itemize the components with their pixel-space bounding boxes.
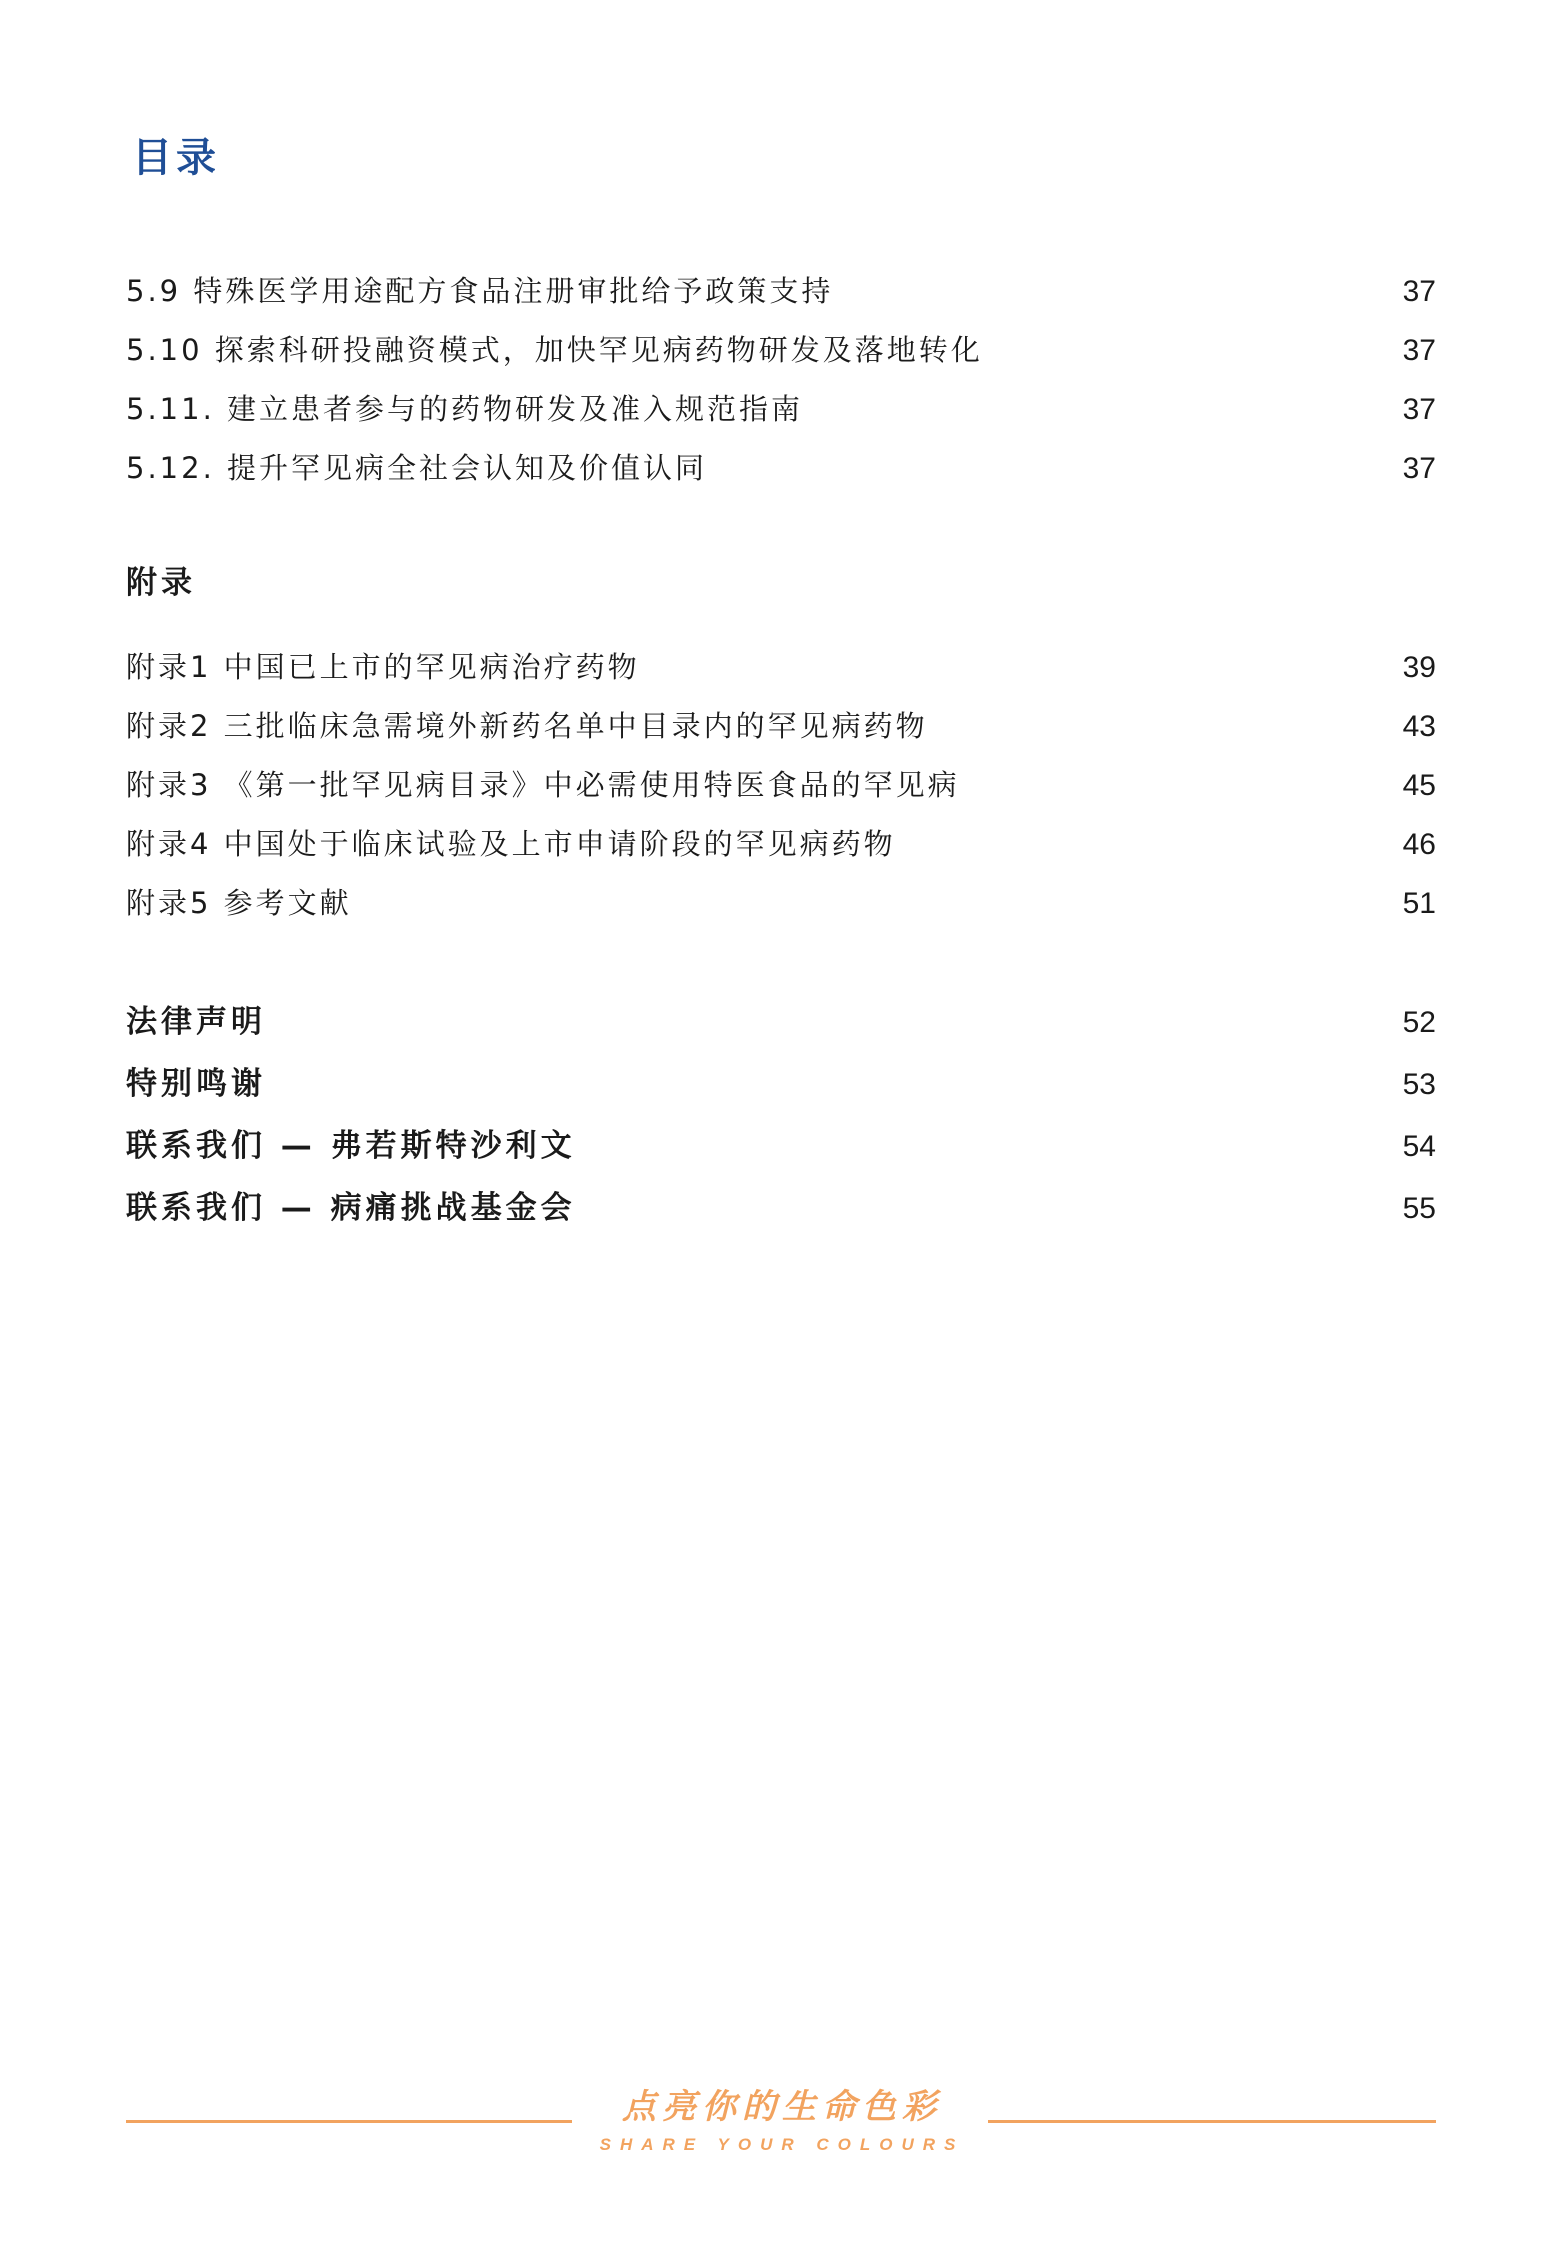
appendix-entry-page: 43 xyxy=(1402,710,1436,743)
closing-entry-label: 特别鸣谢 xyxy=(126,1066,266,1102)
footer-slogan: 点亮你的生命色彩 xyxy=(622,2087,942,2127)
closing-entry-page: 54 xyxy=(1402,1130,1436,1163)
closing-entry[interactable] xyxy=(126,1128,1436,1164)
toc-entry-label: 5.10 探索科研投融资模式，加快罕见病药物研发及落地转化 xyxy=(126,333,983,367)
appendix-entry[interactable] xyxy=(126,709,1436,743)
appendix-entry-label: 附录2 三批临床急需境外新药名单中目录内的罕见病药物 xyxy=(126,709,928,743)
toc-entry-page: 37 xyxy=(1402,275,1436,308)
appendix-entry[interactable] xyxy=(126,827,1436,861)
appendix-entry-label: 附录5 参考文献 xyxy=(126,886,352,920)
footer xyxy=(126,2087,1436,2170)
closing-entry-page: 53 xyxy=(1402,1068,1436,1101)
toc-entry[interactable] xyxy=(126,274,1436,308)
appendix-entry[interactable] xyxy=(126,886,1436,920)
page-title: 目录 xyxy=(132,135,220,181)
closing-entry[interactable] xyxy=(126,1190,1436,1226)
closing-entry-label: 联系我们 — 弗若斯特沙利文 xyxy=(126,1128,576,1164)
toc-entry-label: 5.9 特殊医学用途配方食品注册审批给予政策支持 xyxy=(126,274,834,308)
appendix-entry-label: 附录4 中国处于临床试验及上市申请阶段的罕见病药物 xyxy=(126,827,896,861)
toc-entry[interactable] xyxy=(126,333,1436,367)
appendix-entry-page: 46 xyxy=(1402,828,1436,861)
footer-subtitle: SHARE YOUR COLOURS xyxy=(599,2135,965,2154)
appendix-entry[interactable] xyxy=(126,768,1436,802)
toc-entry-label: 5.11. 建立患者参与的药物研发及准入规范指南 xyxy=(126,392,804,426)
appendix-entry-label: 附录3 《第一批罕见病目录》中必需使用特医食品的罕见病 xyxy=(126,768,960,802)
closing-entry-label: 法律声明 xyxy=(126,1004,266,1040)
closing-entry-page: 52 xyxy=(1402,1006,1436,1039)
footer-divider-right xyxy=(988,2120,1436,2123)
appendix-heading: 附录 xyxy=(126,565,196,601)
appendix-entry-page: 39 xyxy=(1402,651,1436,684)
closing-entry-page: 55 xyxy=(1402,1192,1436,1225)
toc-entry-page: 37 xyxy=(1402,393,1436,426)
closing-entry[interactable] xyxy=(126,1004,1436,1040)
appendix-entry[interactable] xyxy=(126,650,1436,684)
closing-entry-label: 联系我们 — 病痛挑战基金会 xyxy=(126,1190,576,1226)
toc-entry[interactable] xyxy=(126,392,1436,426)
appendix-entry-page: 51 xyxy=(1402,887,1436,920)
toc-entry[interactable] xyxy=(126,451,1436,485)
footer-divider-left xyxy=(126,2120,572,2123)
toc-entry-page: 37 xyxy=(1402,334,1436,367)
appendix-entry-page: 45 xyxy=(1402,769,1436,802)
appendix-entry-label: 附录1 中国已上市的罕见病治疗药物 xyxy=(126,650,640,684)
closing-entry[interactable] xyxy=(126,1066,1436,1102)
toc-entry-label: 5.12. 提升罕见病全社会认知及价值认同 xyxy=(126,451,708,485)
toc-entry-page: 37 xyxy=(1402,452,1436,485)
